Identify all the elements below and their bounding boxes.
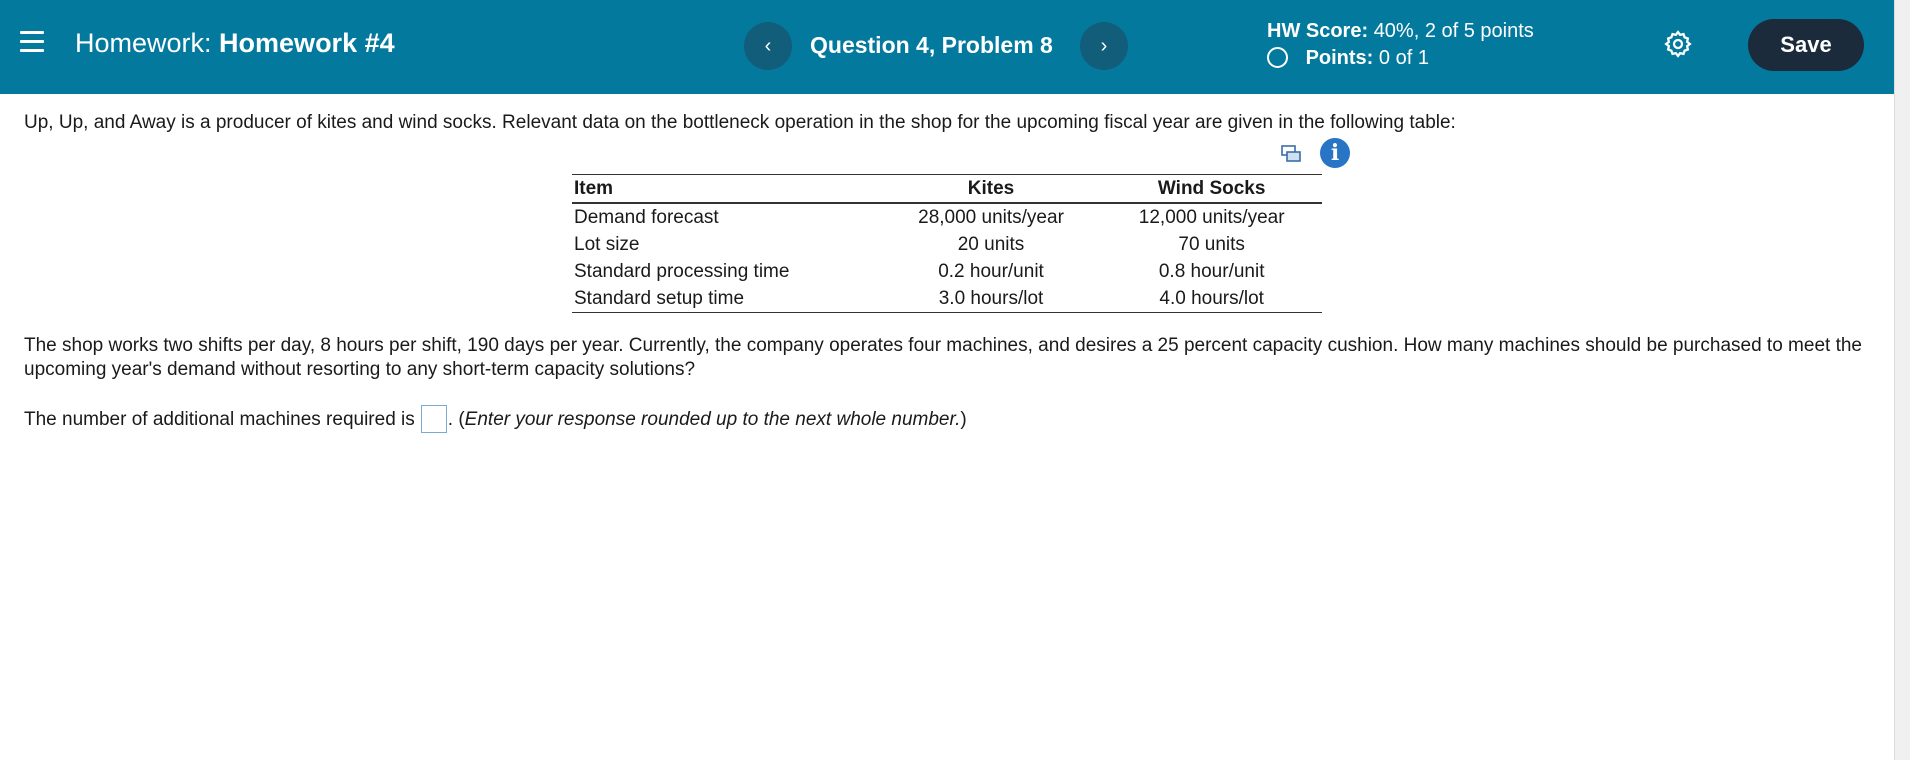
table-cell: 28,000 units/year [918,206,1064,228]
answer-prompt: The number of additional machines required is [24,409,415,430]
previous-question-button[interactable]: ‹ [744,22,792,70]
problem-intro: Up, Up, and Away is a producer of kites and wind socks. Relevant data on the bottleneck operation in the shop for the upcoming fiscal year are given in the following table: [24,112,1456,133]
hw-score [1267,20,1534,43]
table-cell: Demand forecast [574,206,719,228]
table-cell: 3.0 hours/lot [938,287,1044,309]
next-question-button[interactable]: › [1080,22,1128,70]
hw-score-label: HW Score: [1267,20,1369,42]
table-cell: 20 units [957,233,1025,255]
table-cell: 0.2 hour/unit [938,260,1044,282]
homework-name: Homework #4 [219,28,395,58]
table-cell: 4.0 hours/lot [1159,287,1264,309]
table-header-row [572,175,1322,204]
hw-score-value: 40%, 2 of 5 points [1373,20,1534,42]
top-bar [0,0,1895,94]
table-row [572,285,1322,313]
answer-instruction: Enter your response rounded up to the next whole number. [464,409,961,430]
save-button[interactable]: Save [1748,19,1864,71]
table-row [572,258,1322,285]
table-cell: 70 units [1178,233,1245,255]
scrollbar[interactable] [1894,0,1910,760]
copy-icon[interactable] [1280,143,1302,163]
problem-paragraph: The shop works two shifts per day, 8 hours per shift, 190 days per year. Currently, the company operates four machines, and desires a 25 percent capacity cushion. How many machines should be purchased to meet the upcoming year's demand without resorting to any short-term capacity solutions? [24,335,1862,380]
points [1267,47,1429,70]
column-header-item: Item [572,175,881,204]
column-header-kites: Kites [881,175,1102,204]
homework-title [75,28,395,59]
homework-label: Homework: [75,28,212,58]
table-cell: Lot size [574,233,640,255]
answer-suffix: . ( [447,409,465,430]
column-header-wind-socks: Wind Socks [1101,175,1322,204]
info-icon[interactable]: i [1320,138,1350,168]
points-label: Points: [1305,47,1374,69]
answer-line [24,405,967,433]
table-cell: 0.8 hour/unit [1158,260,1265,282]
points-value: 0 of 1 [1378,47,1429,69]
table-cell: 12,000 units/year [1138,206,1285,228]
table-row [572,231,1322,258]
gear-icon[interactable] [1663,29,1693,59]
table-row [572,203,1322,231]
answer-input[interactable] [421,405,447,433]
data-table [572,174,1322,313]
circle-icon [1267,47,1288,68]
table-cell: Standard processing time [574,260,790,282]
table-cell: Standard setup time [574,287,745,309]
question-title: Question 4, Problem 8 [810,32,1053,58]
hamburger-menu-icon[interactable] [20,31,44,53]
answer-suffix-close: ) [960,409,967,430]
